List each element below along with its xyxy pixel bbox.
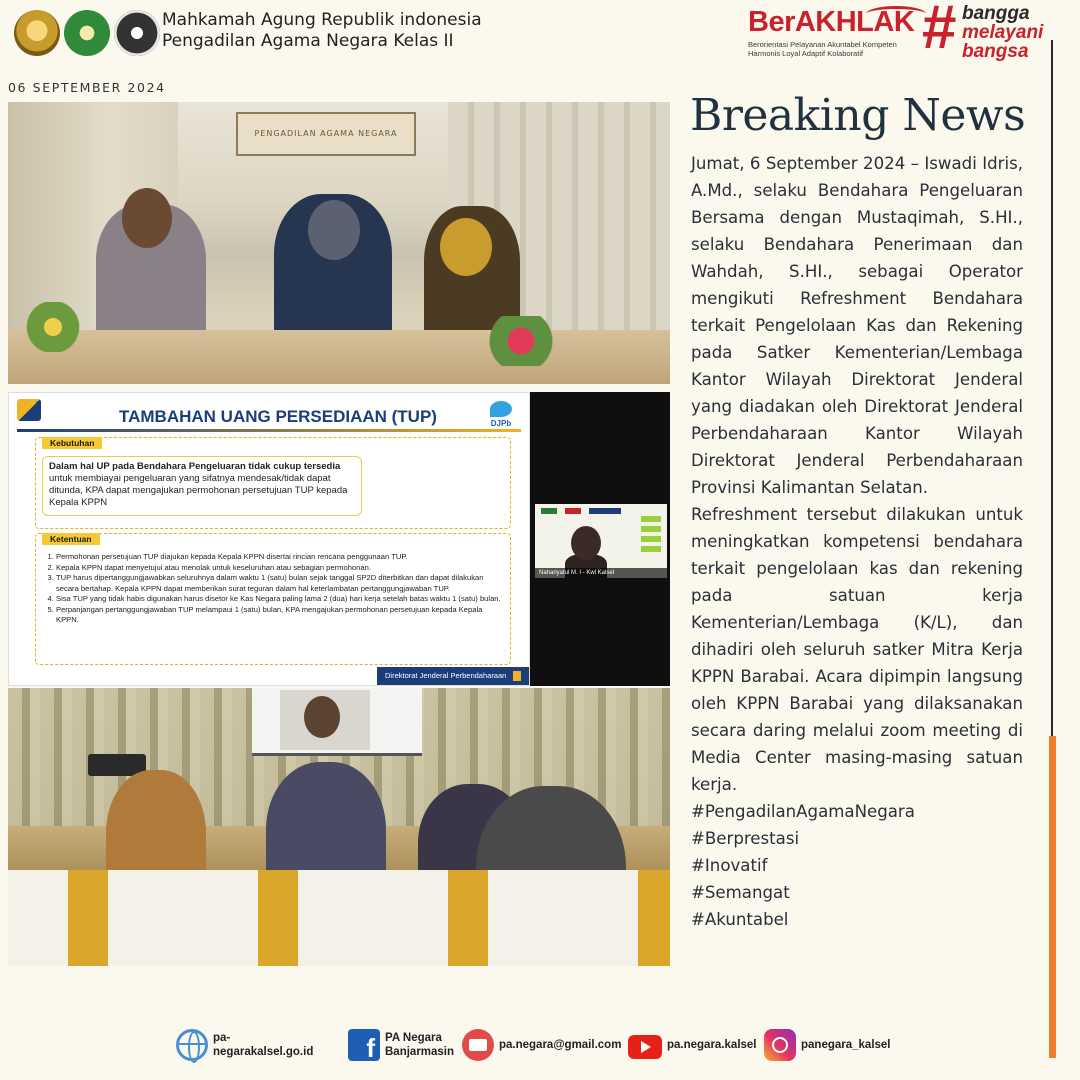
kebutuhan-box xyxy=(35,437,511,529)
headline: Breaking News xyxy=(690,90,1026,141)
bangga-melayani-bangsa-logo xyxy=(922,2,1062,62)
header xyxy=(0,0,1080,72)
participant-name: Nahariyatul M. I - Kwl Kalsel xyxy=(535,568,667,578)
photo-bendahara-at-desk xyxy=(8,102,670,384)
instagram-link[interactable] xyxy=(764,1026,891,1064)
globe-icon xyxy=(176,1029,208,1061)
mahkamah-agung-logo xyxy=(14,10,60,56)
article-body xyxy=(691,150,1023,933)
pengadilan-agama-logo xyxy=(64,10,110,56)
facebook-link[interactable] xyxy=(348,1026,454,1064)
photo4-chairs xyxy=(8,870,670,966)
kebutuhan-content xyxy=(42,456,362,516)
slide-footer: Direktorat Jenderal Perbendaharaan xyxy=(377,667,529,685)
bangga-text xyxy=(962,4,1043,61)
decorative-orange-bar xyxy=(1049,736,1056,1058)
hash-symbol: # xyxy=(922,0,957,62)
djpb-icon xyxy=(490,401,512,417)
hashtag-list xyxy=(691,798,1023,933)
photo4-screen-speaker xyxy=(304,696,340,738)
article-paragraph-1: Jumat, 6 September 2024 – Iswadi Idris, A.Md., selaku Bendahara Pengeluaran Bersama dengan Mustaqimah, S.HI., selaku Bendahara Penerimaan dan Wahdah, S.HI., sebagai Operator mengikuti Refreshment Bendahara terkait Pengelolaan Kas dan Rekening pada Satker Kementerian/Lembaga Kantor Wilayah Direktorat Jenderal yang diadakan oleh Direktorat Jenderal Perbendaharaan Kantor Wilayah Direktorat Jenderal Perbendaharaan Provinsi Kalimantan Selatan. xyxy=(691,154,1023,497)
hashtag: #PengadilanAgamaNegara xyxy=(691,802,915,821)
photo-media-center xyxy=(8,688,670,966)
website-text: pa-negarakalsel.go.id xyxy=(213,1032,314,1058)
ketentuan-list xyxy=(42,552,502,626)
bangga-line-2: melayani xyxy=(962,22,1044,43)
organization-name xyxy=(162,10,482,52)
photo1-table xyxy=(8,330,670,384)
logo-group xyxy=(14,10,160,56)
org-line-2: Pengadilan Agama Negara Kelas II xyxy=(162,31,454,51)
hashtag: #Inovatif xyxy=(691,856,768,875)
djpb-label: DJPb xyxy=(490,419,512,428)
bangga-line-3: bangsa xyxy=(962,41,1029,62)
slide-title: TAMBAHAN UANG PERSEDIAAN (TUP) xyxy=(119,407,437,426)
berakhlak-logo xyxy=(748,6,920,58)
tile-logos xyxy=(541,508,621,514)
email-text: pa.negara@gmail.com xyxy=(499,1039,622,1051)
photo1-head-1 xyxy=(122,188,172,248)
slide-title-underline xyxy=(17,429,521,432)
participant-head xyxy=(571,526,601,560)
kemenkeu-logo xyxy=(17,399,41,421)
ketentuan-item: 4. Sisa TUP yang tidak habis digunakan harus disetor ke Kas Negara paling lama 2 (dua) hari kerja setelah batas waktu 1 (satu) bulan. xyxy=(56,594,502,604)
facebook-line-1: PA Negara xyxy=(385,1032,442,1044)
ketentuan-item: 5. Perpanjangan pertanggungjawaban TUP melampaui 1 (satu) bulan, KPA mengajukan permohonan persetujuan kepada Kepala KPPN. xyxy=(56,605,502,625)
zoom-participant-panel xyxy=(530,392,670,686)
mail-icon xyxy=(462,1029,494,1061)
kebutuhan-text: untuk membiayai pengeluaran yang sifatnya mendesak/tidak dapat ditunda, KPA dapat mengajukan permohonan persetujuan TUP kepada Kepala KPPN xyxy=(49,473,348,508)
berakhlak-tagline-1: Berorientasi Pelayanan Akuntabel Kompeten xyxy=(748,40,897,49)
photo1-wall-sign: PENGADILAN AGAMA NEGARA xyxy=(236,112,416,156)
djpb-logo xyxy=(483,401,519,428)
youtube-link[interactable] xyxy=(628,1026,757,1064)
tile-decoration xyxy=(641,512,661,552)
kebutuhan-bold: Dalam hal UP pada Bendahara Pengeluaran tidak cukup tersedia xyxy=(49,461,341,472)
photo1-head-2 xyxy=(308,200,360,260)
facebook-text xyxy=(385,1031,454,1059)
slide-screenshot xyxy=(8,392,530,686)
instagram-icon xyxy=(764,1029,796,1061)
photo1-flowers-left xyxy=(18,302,88,352)
org-line-1: Mahkamah Agung Republik indonesia xyxy=(162,10,482,30)
berakhlak-tagline-2: Harmonis Loyal Adaptif Kolaboratif xyxy=(748,49,864,58)
ketentuan-item: 1. Permohonan persetujuan TUP diajukan kepada Kepala KPPN disertai rincian rencana penggunaan TUP. xyxy=(56,552,502,562)
website-link[interactable] xyxy=(176,1026,313,1064)
article-paragraph-2: Refreshment tersebut dilakukan untuk meningkatkan kompetensi bendahara terkait pengelolaan kas dan rekening pada satuan kerja Kementerian/Lembaga (K/L), dan dihadiri oleh seluruh satker Mitra Kerja KPPN Barabai. Acara dipimpin langsung oleh KPPN Barabai yang dilaksanakan secara daring melalui zoom meeting di Media Center masing-masing satuan kerja. xyxy=(691,505,1023,794)
instagram-text: panegara_kalsel xyxy=(801,1039,891,1051)
berakhlak-tagline xyxy=(748,40,920,58)
berakhlak-title: BerAKHLAK xyxy=(748,6,915,38)
photo4-projection-screen xyxy=(252,688,422,756)
ketentuan-item: 3. TUP harus dipertanggungjawabkan seluruhnya dalam waktu 1 (satu) bulan sejak tanggal SP2D diterbitkan dan dapat dilakukan secara bertahap. Kepala KPPN dapat memberikan surat teguran dalam hal keterlambatan pertanggungjawaban TUP. xyxy=(56,573,502,593)
berakhlak-swoosh xyxy=(866,6,926,22)
bangga-line-1: bangga xyxy=(962,3,1030,24)
youtube-text: pa.negara.kalsel xyxy=(667,1039,757,1051)
facebook-icon: f xyxy=(348,1029,380,1061)
hashtag: #Berprestasi xyxy=(691,829,800,848)
ketentuan-box xyxy=(35,533,511,665)
ketentuan-label: Ketentuan xyxy=(42,533,100,545)
post-date: 06 SEPTEMBER 2024 xyxy=(8,80,166,95)
ketentuan-item: 2. Kepala KPPN dapat menyetujui atau menolak untuk keseluruhan atau sebagian permohonan. xyxy=(56,563,502,573)
photo1-flowers-right xyxy=(476,316,566,366)
facebook-line-2: Banjarmasin xyxy=(385,1046,455,1058)
email-link[interactable] xyxy=(462,1026,621,1064)
photo1-head-3 xyxy=(440,218,492,276)
zoom-participant-tile xyxy=(535,504,667,578)
kebutuhan-label: Kebutuhan xyxy=(42,437,102,449)
youtube-icon xyxy=(628,1035,662,1059)
hashtag: #Semangat xyxy=(691,883,790,902)
hashtag: #Akuntabel xyxy=(691,910,789,929)
zona-integritas-logo xyxy=(114,10,160,56)
